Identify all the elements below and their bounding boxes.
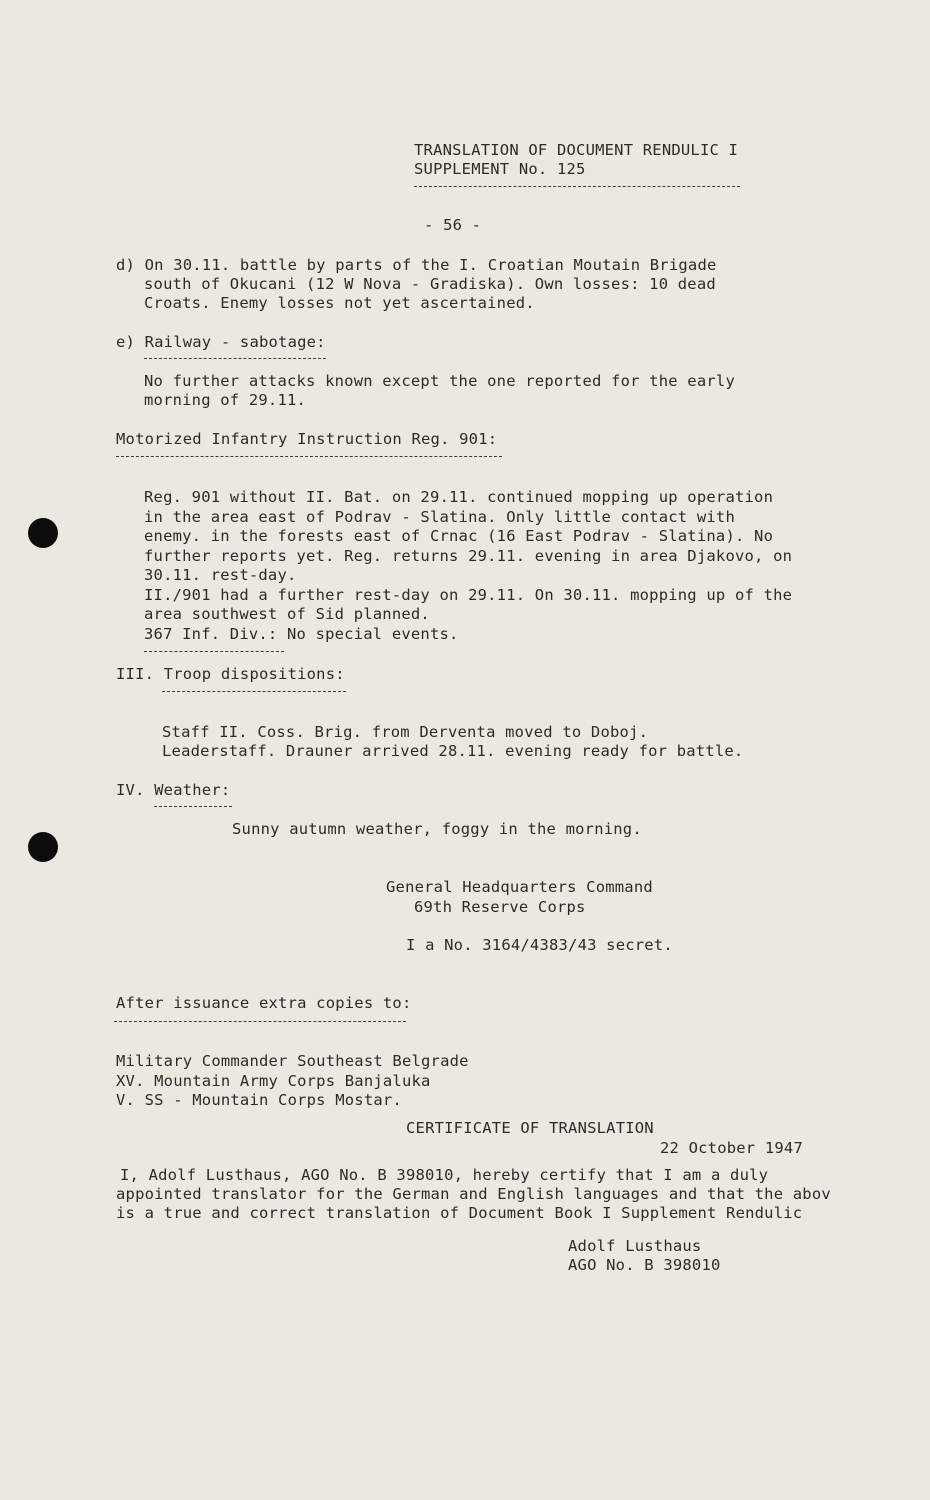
motorized-underline bbox=[116, 456, 502, 457]
weather-heading: IV. Weather: bbox=[116, 781, 231, 799]
motorized-line-3: enemy. in the forests east of Crnac (16 East Podrav - Slatina). No bbox=[144, 527, 774, 545]
page-number: - 56 - bbox=[424, 216, 482, 234]
command-line-2: 69th Reserve Corps bbox=[414, 898, 586, 916]
signer-ago: AGO No. B 398010 bbox=[568, 1256, 721, 1274]
troops-underline bbox=[162, 691, 346, 692]
motorized-line-1: Reg. 901 without II. Bat. on 29.11. continued mopping up operation bbox=[144, 488, 774, 506]
item-e-heading: e) Railway - sabotage: bbox=[116, 333, 326, 351]
distribution-underline bbox=[114, 1021, 406, 1022]
weather-text: Sunny autumn weather, foggy in the morning. bbox=[232, 820, 642, 838]
punch-hole-top bbox=[28, 518, 58, 548]
troops-heading: III. Troop dispositions: bbox=[116, 665, 345, 683]
distribution-item: XV. Mountain Army Corps Banjaluka bbox=[116, 1072, 431, 1090]
troops-line-2: Leaderstaff. Drauner arrived 28.11. evening ready for battle. bbox=[162, 742, 744, 760]
distribution-item: V. SS - Mountain Corps Mostar. bbox=[116, 1091, 402, 1109]
item-e-line-1: No further attacks known except the one reported for the early bbox=[144, 372, 735, 390]
header-title: TRANSLATION OF DOCUMENT RENDULIC I bbox=[414, 141, 739, 159]
motorized-line-7: area southwest of Sid planned. bbox=[144, 605, 430, 623]
header-underline bbox=[414, 186, 740, 187]
motorized-heading: Motorized Infantry Instruction Reg. 901: bbox=[116, 430, 498, 448]
motorized-line-2: in the area east of Podrav - Slatina. Only little contact with bbox=[144, 508, 735, 526]
distribution-item: Military Commander Southeast Belgrade bbox=[116, 1052, 469, 1070]
certificate-line-3: is a true and correct translation of Document Book I Supplement Rendulic bbox=[116, 1204, 803, 1222]
item-d-line-2: south of Okucani (12 W Nova - Gradiska). Own losses: 10 dead bbox=[144, 275, 716, 293]
motorized-line-4: further reports yet. Reg. returns 29.11. evening in area Djakovo, on bbox=[144, 547, 793, 565]
motorized-line-5: 30.11. rest-day. bbox=[144, 566, 297, 584]
header-supplement: SUPPLEMENT No. 125 bbox=[414, 160, 586, 178]
certificate-date: 22 October 1947 bbox=[660, 1139, 803, 1157]
punch-hole-bottom bbox=[28, 832, 58, 862]
troops-line-1: Staff II. Coss. Brig. from Derventa moved to Doboj. bbox=[162, 723, 649, 741]
certificate-line-1: I, Adolf Lusthaus, AGO No. B 398010, hereby certify that I am a duly bbox=[120, 1166, 769, 1184]
item-d-line-1: d) On 30.11. battle by parts of the I. Croatian Moutain Brigade bbox=[116, 256, 717, 274]
certificate-line-2: appointed translator for the German and English languages and that the abov bbox=[116, 1185, 831, 1203]
motorized-line-8: 367 Inf. Div.: No special events. bbox=[144, 625, 459, 643]
item-d-line-3: Croats. Enemy losses not yet ascertained. bbox=[144, 294, 535, 312]
command-reference: I a No. 3164/4383/43 secret. bbox=[406, 936, 673, 954]
item-e-underline bbox=[144, 358, 326, 359]
motorized-end-rule bbox=[144, 651, 284, 652]
weather-underline bbox=[154, 806, 232, 807]
signer-name: Adolf Lusthaus bbox=[568, 1237, 702, 1255]
item-e-line-2: morning of 29.11. bbox=[144, 391, 307, 409]
certificate-title: CERTIFICATE OF TRANSLATION bbox=[406, 1119, 654, 1137]
distribution-heading: After issuance extra copies to: bbox=[116, 994, 412, 1012]
motorized-line-6: II./901 had a further rest-day on 29.11. On 30.11. mopping up of the bbox=[144, 586, 793, 604]
command-line-1: General Headquarters Command bbox=[386, 878, 653, 896]
